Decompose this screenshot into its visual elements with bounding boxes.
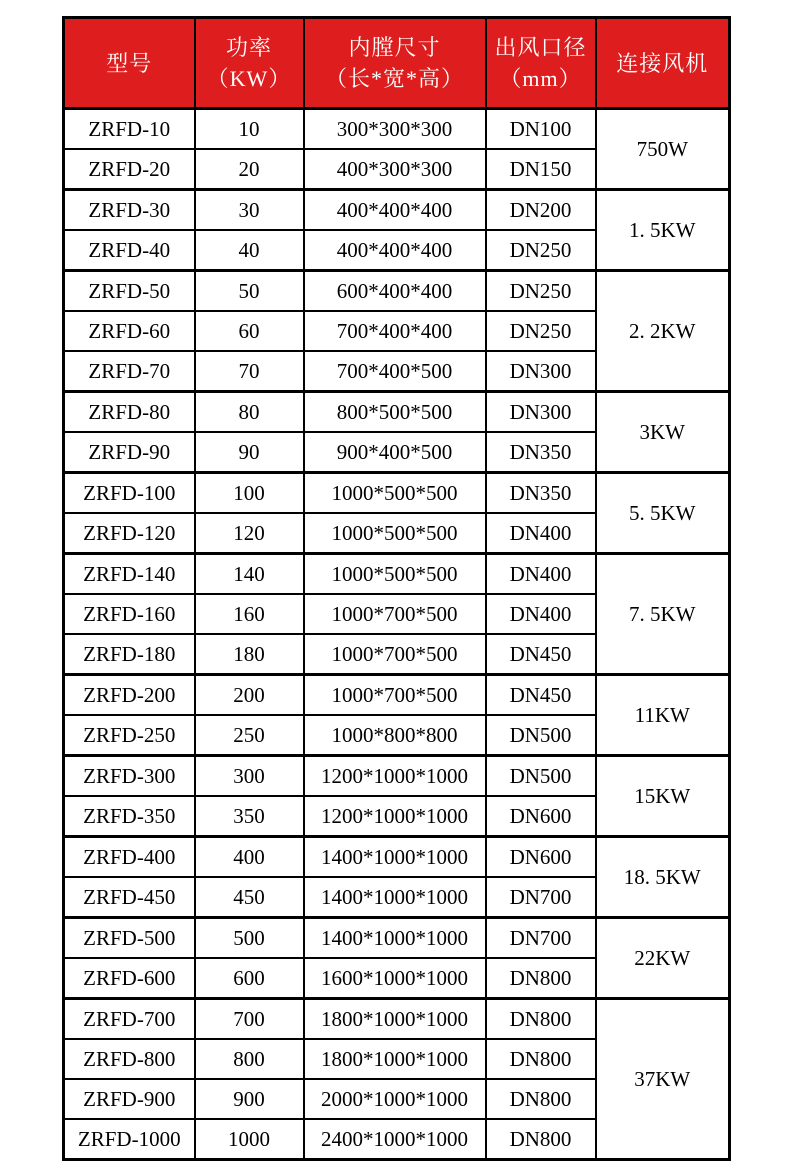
header-fan xyxy=(596,18,730,109)
cell-size: 300*300*300 xyxy=(304,109,486,150)
cell-size: 1000*500*500 xyxy=(304,513,486,554)
cell-power: 700 xyxy=(195,999,304,1040)
cell-fan: 15KW xyxy=(596,756,730,837)
cell-model: ZRFD-60 xyxy=(64,311,195,351)
header-model xyxy=(64,18,195,109)
cell-model: ZRFD-450 xyxy=(64,877,195,918)
cell-outlet: DN400 xyxy=(486,554,596,595)
table-row xyxy=(64,999,730,1040)
cell-power: 1000 xyxy=(195,1119,304,1160)
cell-model: ZRFD-160 xyxy=(64,594,195,634)
cell-power: 200 xyxy=(195,675,304,716)
cell-outlet: DN100 xyxy=(486,109,596,150)
table-row xyxy=(64,271,730,312)
cell-outlet: DN600 xyxy=(486,796,596,837)
table-row xyxy=(64,756,730,797)
cell-size: 1800*1000*1000 xyxy=(304,1039,486,1079)
cell-model: ZRFD-100 xyxy=(64,473,195,514)
cell-fan: 5. 5KW xyxy=(596,473,730,554)
cell-power: 40 xyxy=(195,230,304,271)
cell-size: 700*400*500 xyxy=(304,351,486,392)
cell-outlet: DN800 xyxy=(486,999,596,1040)
cell-size: 1000*500*500 xyxy=(304,473,486,514)
header-power-unit: （KW） xyxy=(206,66,292,91)
cell-power: 160 xyxy=(195,594,304,634)
cell-power: 10 xyxy=(195,109,304,150)
header-fan-label: 连接风机 xyxy=(616,50,709,76)
cell-outlet: DN400 xyxy=(486,594,596,634)
cell-fan: 3KW xyxy=(596,392,730,473)
cell-power: 90 xyxy=(195,432,304,473)
spec-table xyxy=(62,16,731,1161)
header-power xyxy=(195,18,304,109)
header-power-label: 功率 xyxy=(225,35,272,60)
cell-fan: 750W xyxy=(596,109,730,190)
cell-outlet: DN600 xyxy=(486,837,596,878)
cell-power: 450 xyxy=(195,877,304,918)
table-row xyxy=(64,918,730,959)
table-row xyxy=(64,837,730,878)
cell-size: 400*400*400 xyxy=(304,230,486,271)
cell-model: ZRFD-180 xyxy=(64,634,195,675)
cell-model: ZRFD-500 xyxy=(64,918,195,959)
table-row xyxy=(64,675,730,716)
cell-outlet: DN700 xyxy=(486,918,596,959)
cell-model: ZRFD-10 xyxy=(64,109,195,150)
header-size xyxy=(304,18,486,109)
cell-outlet: DN150 xyxy=(486,149,596,190)
cell-model: ZRFD-50 xyxy=(64,271,195,312)
cell-size: 2400*1000*1000 xyxy=(304,1119,486,1160)
cell-size: 1400*1000*1000 xyxy=(304,837,486,878)
cell-outlet: DN450 xyxy=(486,675,596,716)
cell-power: 140 xyxy=(195,554,304,595)
cell-size: 1000*700*500 xyxy=(304,634,486,675)
cell-power: 60 xyxy=(195,311,304,351)
cell-size: 700*400*400 xyxy=(304,311,486,351)
cell-power: 350 xyxy=(195,796,304,837)
cell-power: 180 xyxy=(195,634,304,675)
cell-model: ZRFD-30 xyxy=(64,190,195,231)
cell-outlet: DN800 xyxy=(486,1119,596,1160)
header-outlet-label: 出风口径 xyxy=(494,35,587,60)
cell-model: ZRFD-350 xyxy=(64,796,195,837)
cell-fan: 11KW xyxy=(596,675,730,756)
cell-model: ZRFD-300 xyxy=(64,756,195,797)
cell-power: 80 xyxy=(195,392,304,433)
cell-size: 400*400*400 xyxy=(304,190,486,231)
cell-outlet: DN350 xyxy=(486,473,596,514)
cell-size: 1400*1000*1000 xyxy=(304,918,486,959)
header-size-unit: （长*宽*高） xyxy=(324,66,464,91)
cell-power: 70 xyxy=(195,351,304,392)
cell-model: ZRFD-90 xyxy=(64,432,195,473)
cell-size: 400*300*300 xyxy=(304,149,486,190)
cell-outlet: DN400 xyxy=(486,513,596,554)
cell-outlet: DN250 xyxy=(486,271,596,312)
cell-power: 100 xyxy=(195,473,304,514)
cell-model: ZRFD-250 xyxy=(64,715,195,756)
cell-model: ZRFD-200 xyxy=(64,675,195,716)
cell-model: ZRFD-120 xyxy=(64,513,195,554)
cell-fan: 2. 2KW xyxy=(596,271,730,392)
cell-outlet: DN350 xyxy=(486,432,596,473)
cell-power: 120 xyxy=(195,513,304,554)
cell-fan: 18. 5KW xyxy=(596,837,730,918)
cell-power: 400 xyxy=(195,837,304,878)
table-row xyxy=(64,554,730,595)
cell-outlet: DN250 xyxy=(486,230,596,271)
cell-model: ZRFD-40 xyxy=(64,230,195,271)
cell-size: 1800*1000*1000 xyxy=(304,999,486,1040)
cell-model: ZRFD-800 xyxy=(64,1039,195,1079)
cell-size: 1200*1000*1000 xyxy=(304,796,486,837)
cell-size: 1600*1000*1000 xyxy=(304,958,486,999)
header-size-label: 内膛尺寸 xyxy=(348,35,441,60)
cell-model: ZRFD-900 xyxy=(64,1079,195,1119)
cell-model: ZRFD-1000 xyxy=(64,1119,195,1160)
cell-power: 500 xyxy=(195,918,304,959)
cell-outlet: DN800 xyxy=(486,1079,596,1119)
cell-size: 1000*800*800 xyxy=(304,715,486,756)
cell-model: ZRFD-600 xyxy=(64,958,195,999)
header-model-label: 型号 xyxy=(106,50,153,76)
cell-fan: 37KW xyxy=(596,999,730,1160)
cell-power: 50 xyxy=(195,271,304,312)
cell-size: 800*500*500 xyxy=(304,392,486,433)
cell-outlet: DN500 xyxy=(486,715,596,756)
table-body xyxy=(64,109,730,1160)
cell-size: 1000*500*500 xyxy=(304,554,486,595)
cell-fan: 7. 5KW xyxy=(596,554,730,675)
cell-size: 1400*1000*1000 xyxy=(304,877,486,918)
header-row xyxy=(64,18,730,109)
cell-model: ZRFD-70 xyxy=(64,351,195,392)
table-row xyxy=(64,392,730,433)
header-outlet xyxy=(486,18,596,109)
cell-fan: 22KW xyxy=(596,918,730,999)
cell-model: ZRFD-80 xyxy=(64,392,195,433)
cell-size: 900*400*500 xyxy=(304,432,486,473)
cell-fan: 1. 5KW xyxy=(596,190,730,271)
cell-size: 600*400*400 xyxy=(304,271,486,312)
cell-model: ZRFD-140 xyxy=(64,554,195,595)
cell-model: ZRFD-400 xyxy=(64,837,195,878)
cell-power: 30 xyxy=(195,190,304,231)
cell-power: 20 xyxy=(195,149,304,190)
cell-size: 1000*700*500 xyxy=(304,675,486,716)
cell-power: 250 xyxy=(195,715,304,756)
cell-outlet: DN200 xyxy=(486,190,596,231)
cell-model: ZRFD-700 xyxy=(64,999,195,1040)
cell-outlet: DN800 xyxy=(486,958,596,999)
cell-size: 1200*1000*1000 xyxy=(304,756,486,797)
cell-power: 800 xyxy=(195,1039,304,1079)
cell-outlet: DN300 xyxy=(486,392,596,433)
cell-outlet: DN250 xyxy=(486,311,596,351)
cell-outlet: DN700 xyxy=(486,877,596,918)
table-header xyxy=(64,18,730,109)
cell-power: 900 xyxy=(195,1079,304,1119)
cell-size: 1000*700*500 xyxy=(304,594,486,634)
table-row xyxy=(64,190,730,231)
table-row xyxy=(64,473,730,514)
cell-outlet: DN300 xyxy=(486,351,596,392)
cell-outlet: DN500 xyxy=(486,756,596,797)
cell-power: 300 xyxy=(195,756,304,797)
cell-size: 2000*1000*1000 xyxy=(304,1079,486,1119)
table-row xyxy=(64,109,730,150)
header-outlet-unit: （mm） xyxy=(499,66,582,91)
cell-power: 600 xyxy=(195,958,304,999)
cell-outlet: DN800 xyxy=(486,1039,596,1079)
cell-outlet: DN450 xyxy=(486,634,596,675)
cell-model: ZRFD-20 xyxy=(64,149,195,190)
